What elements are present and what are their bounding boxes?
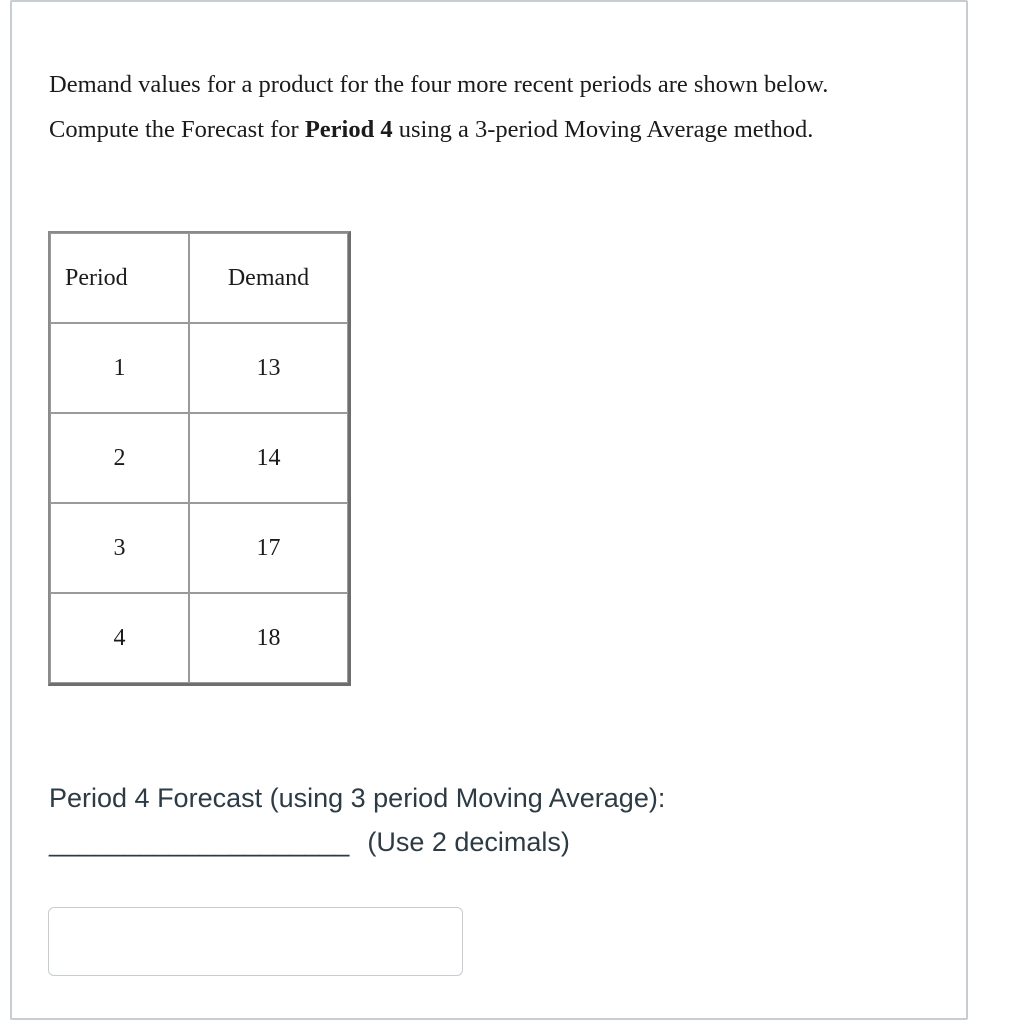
table-row xyxy=(50,413,348,503)
cell-period: 2 xyxy=(50,413,189,503)
answer-prompt xyxy=(49,776,665,864)
question-line-1: Demand values for a product for the four more recent periods are shown below. xyxy=(49,71,829,98)
cell-demand: 17 xyxy=(189,503,348,593)
table-header-row xyxy=(50,233,348,323)
header-period: Period xyxy=(50,233,189,323)
question-line-2 xyxy=(49,107,828,152)
answer-hint: (Use 2 decimals) xyxy=(367,827,570,857)
header-demand: Demand xyxy=(189,233,348,323)
cell-demand: 18 xyxy=(189,593,348,683)
demand-table xyxy=(48,231,351,686)
question-text xyxy=(49,62,828,152)
cell-period: 3 xyxy=(50,503,189,593)
question-line-2-bold: Period 4 xyxy=(304,116,393,143)
answer-prompt-line-2 xyxy=(49,820,665,864)
question-line-2-prefix: Compute the Forecast for xyxy=(49,116,305,143)
cell-demand: 14 xyxy=(189,413,348,503)
table-row xyxy=(50,593,348,683)
cell-period: 1 xyxy=(50,323,189,413)
answer-prompt-label: Period 4 Forecast (using 3 period Moving Average): xyxy=(49,783,666,813)
table-row xyxy=(50,503,348,593)
cell-demand: 13 xyxy=(189,323,348,413)
table-row xyxy=(50,323,348,413)
cell-period: 4 xyxy=(50,593,189,683)
answer-input[interactable] xyxy=(48,907,463,976)
question-line-2-suffix: using a 3-period Moving Average method. xyxy=(392,116,814,143)
answer-blank: ____________________ xyxy=(49,827,350,857)
